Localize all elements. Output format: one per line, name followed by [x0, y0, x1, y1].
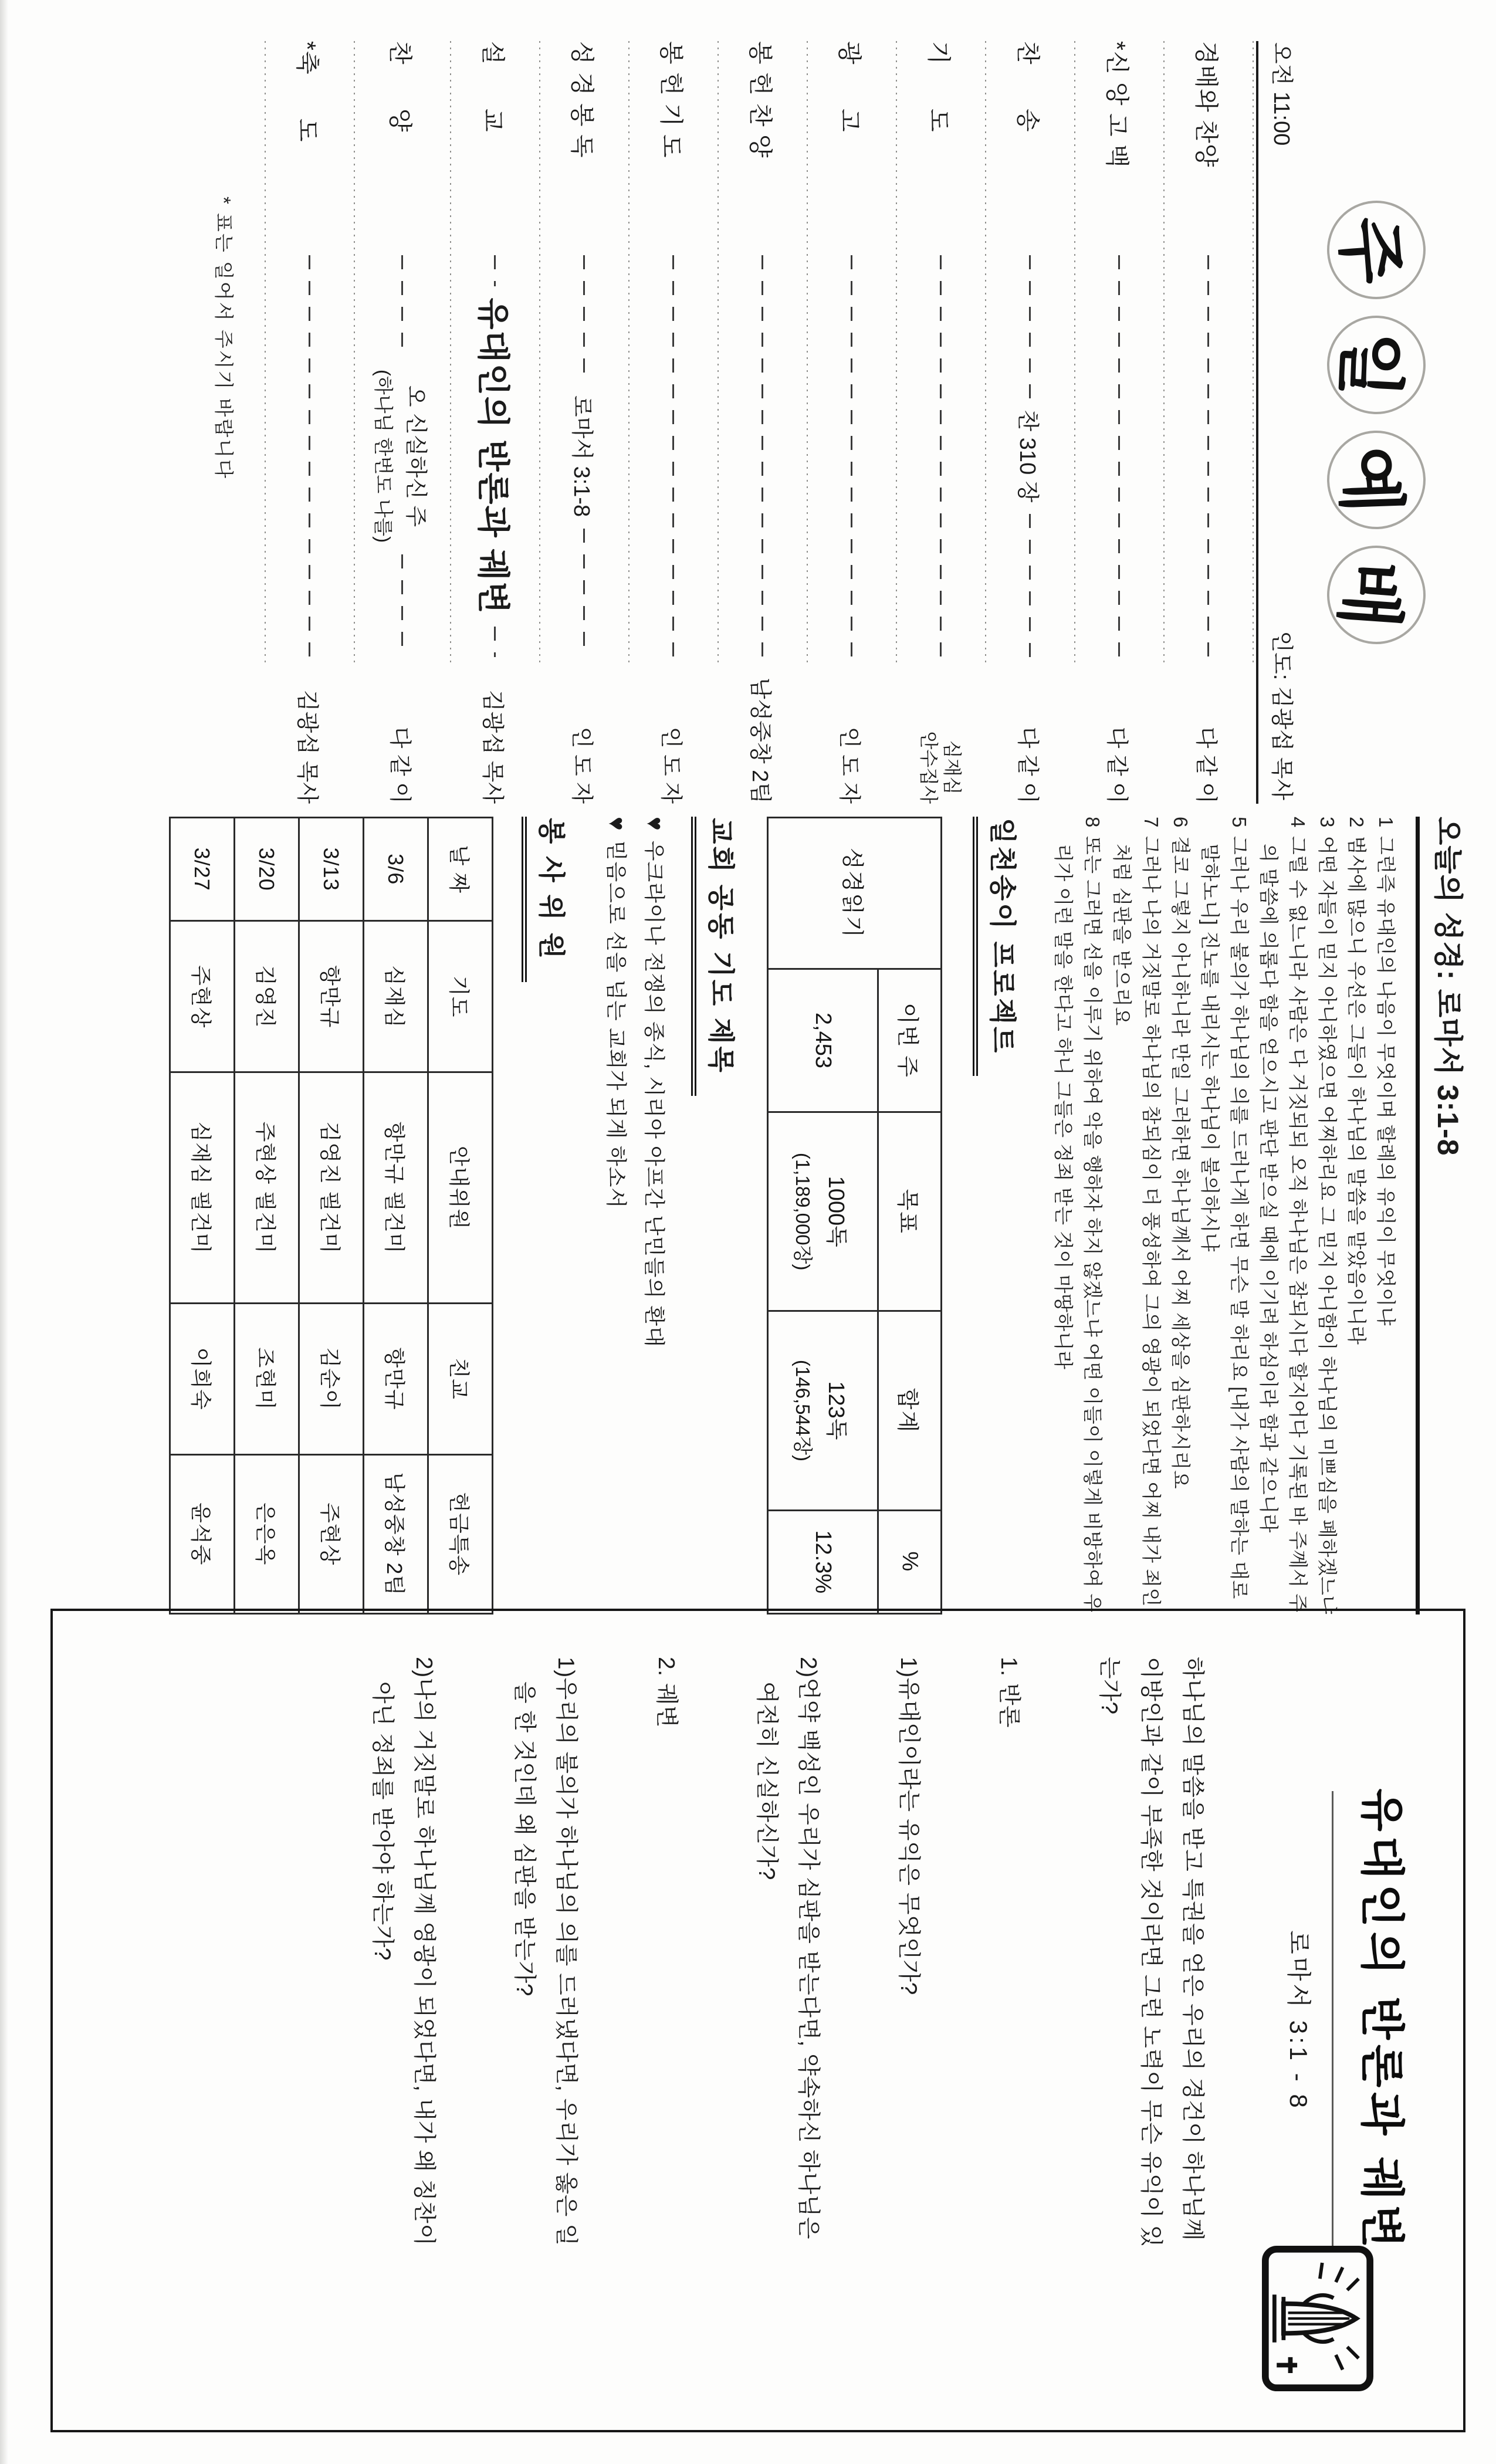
table-cell: 3/20	[235, 818, 299, 921]
dotted-separator	[985, 41, 986, 666]
song-title: 오 신실하신 주	[403, 385, 428, 527]
item-label: 찬 양	[387, 41, 414, 133]
verse	[1107, 817, 1166, 1615]
dotted-separator	[717, 41, 719, 666]
dotted-separator	[1163, 41, 1165, 666]
table-cell: 성경읽기	[768, 818, 942, 969]
table-cell	[768, 1311, 878, 1510]
verse-text: 그런즉 유대인의 나음이 무엇이며 할례의 유익이 무엇이냐	[1375, 835, 1397, 1326]
item-leader: 다 같 이	[1104, 726, 1129, 804]
prayer-heading: 교회 공동 기도 제목	[691, 817, 742, 1096]
item-label: 기 도	[925, 41, 953, 133]
verse-number: 6	[1170, 817, 1192, 828]
table-cell: 항만규	[299, 921, 364, 1072]
goal-main: 1000독	[824, 1176, 849, 1247]
service-time: 오전 11:00	[1269, 42, 1294, 146]
table-cell: 항만규 필건미	[364, 1072, 428, 1304]
item-leader: 다 같 이	[1193, 726, 1219, 804]
prayer-item	[597, 817, 635, 1615]
scan-edge-shadow	[0, 0, 8, 2464]
table-cell	[768, 1112, 878, 1311]
leader-dash	[851, 255, 853, 657]
table-cell: 윤석중	[170, 1454, 235, 1613]
table-cell: 3/27	[170, 818, 235, 921]
verse	[1312, 817, 1342, 1615]
worship-item-prayer	[913, 41, 969, 804]
item-detail	[371, 370, 434, 543]
leader-dash	[1030, 255, 1031, 398]
verse-text: 어떤 자들이 믿지 아니하였으면 어찌하리요 그 믿지 아니함이 하나님의 미쁘심을 폐하겠느냐	[1316, 835, 1338, 1615]
worship-item-offering-praise	[735, 41, 791, 804]
table-header-row	[878, 818, 942, 1614]
project-heading: 일천송이 프로젝트	[973, 817, 1024, 1076]
table-cell: 은은옥	[235, 1454, 299, 1613]
leader-dash	[762, 255, 764, 657]
praying-hands-icon	[1260, 2245, 1375, 2392]
dotted-separator	[354, 41, 355, 666]
verse-number: 1	[1375, 817, 1397, 828]
volunteers-heading: 봉 사 위 원	[522, 817, 573, 982]
verse-text: 범사에 많으니 우선은 그들이 하나님의 말씀을 맡았음이니라	[1346, 835, 1368, 1345]
item-leader: 다 같 이	[387, 726, 412, 804]
item-label: 봉 헌 찬 양	[747, 41, 774, 158]
verse-text: 그럴 수 없느니라 사람은 다 거짓되되 오직 하나님은 참되시다 할지어다 기록된 바 주께서 주의 말씀에 의롭다 함을 얻으시고 판단 받으실 때에 이기려 하심이라 함과 같으니라	[1258, 835, 1309, 1613]
dotted-separator	[628, 41, 629, 666]
worship-item-sermon	[467, 41, 523, 804]
table-cell: 2,453	[768, 969, 878, 1112]
table-cell: 3/13	[299, 818, 364, 921]
verse-text: 그러나 나의 거짓말로 하나님의 참되심이 더 풍성하여 그의 영광이 되었다면 어찌 내가 죄인처럼 심판을 받으리요	[1111, 835, 1162, 1607]
total-sub: (146,544장)	[792, 1359, 814, 1462]
total-main: 123독	[824, 1381, 849, 1440]
outline-question-cont: 을 한 것인데 왜 심판을 받는가?	[512, 1681, 537, 1996]
service-leader: 인도: 김광섭 목사	[1269, 631, 1294, 800]
verse-number: 2	[1346, 817, 1368, 828]
dotted-separator	[1253, 41, 1254, 666]
table-cell: 김영진 필건미	[299, 1072, 364, 1304]
sermon-scripture-ref: 로마서 3:1 - 8	[1285, 1930, 1312, 2111]
table-row	[235, 818, 299, 1614]
leader-dash	[1119, 255, 1121, 657]
title-divider	[1332, 1791, 1333, 2250]
leader-dash	[1030, 514, 1031, 657]
verse-list	[1048, 817, 1400, 1615]
leader-dash	[495, 627, 496, 658]
table-cell: 조현미	[235, 1303, 299, 1454]
item-label: 찬 송	[1014, 41, 1042, 133]
outline-question-cont: 아닌 정죄를 받아야 하는가?	[370, 1681, 395, 1961]
sermon-title-inline: 유대인의 반론과 궤변	[475, 297, 512, 615]
item-label: 봉 헌 기 도	[658, 41, 685, 158]
item-label: 경배와 찬양	[1193, 41, 1220, 168]
item-leader: 김광섭 목사	[480, 689, 505, 804]
circled-title-char: 예	[1325, 429, 1427, 531]
verse-number: 7	[1140, 817, 1162, 828]
dotted-separator	[807, 41, 808, 666]
table-cell: 김순이	[299, 1303, 364, 1454]
item-leader: 다 같 이	[1015, 726, 1040, 804]
verse	[1195, 817, 1254, 1615]
table-cell: 김영진	[235, 921, 299, 1072]
item-label: *축 도	[294, 41, 321, 143]
item-leader: 인 도 자	[837, 726, 862, 804]
prayer-item	[635, 817, 673, 1615]
outline-section-head: 2. 궤변	[654, 1657, 679, 1728]
table-cell: 항만규	[364, 1303, 428, 1454]
worship-item-anthem	[371, 41, 434, 804]
leader-dash	[402, 255, 404, 358]
item-leader: 남성중창 2팀	[747, 677, 773, 804]
sermon-title: 유대인의 반론과 궤변	[1356, 1788, 1406, 2253]
table-cell: 이희숙	[170, 1303, 235, 1454]
circled-title-char: 주	[1324, 197, 1429, 302]
worship-item-creed	[1091, 41, 1148, 804]
worship-item-praise	[1180, 41, 1237, 804]
table-cell: 심재심 필건미	[170, 1072, 235, 1304]
prayer-text: 믿음으로 선을 넘는 교회가 되게 하소서	[604, 840, 628, 1209]
dotted-separator	[539, 41, 540, 666]
leader-dash	[584, 529, 585, 657]
verse	[1048, 817, 1107, 1615]
item-leader: 인 도 자	[569, 726, 594, 804]
item-label: 설 교	[479, 41, 507, 133]
worship-item-announcements	[824, 41, 880, 804]
goal-sub: (1,189,000장)	[792, 1152, 814, 1271]
item-leader	[917, 669, 965, 804]
leader-dash	[495, 255, 496, 286]
outline-section-head: 1. 반론	[996, 1657, 1021, 1728]
verse	[1254, 817, 1312, 1615]
leader-role: 안수집사	[918, 731, 939, 804]
leader-dash	[1208, 255, 1210, 657]
table-row	[299, 818, 364, 1614]
verse	[1342, 817, 1371, 1615]
outline-question: 1)우리의 불의가 하나님의 의를 드러냈다면, 우리가 옳은 일	[553, 1657, 578, 2246]
verse-text: 결코 그렇지 아니하니라 만일 그러하면 하나님께서 어찌 세상을 심판하시리요	[1170, 835, 1192, 1490]
table-cell: 주현상	[299, 1454, 364, 1613]
volunteers-table	[169, 817, 493, 1615]
heart-icon: ♥	[604, 817, 629, 831]
verse-text: 또는 그러면 선을 이루기 위하여 악을 행하자 하지 않겠느냐 어떤 이들이 이렇게 비방하여 우리가 이런 말을 한다고 하니 그들은 정죄 받는 것이 마땅하니라	[1052, 835, 1104, 1613]
outline-line: 는가?	[1096, 1657, 1122, 1715]
heart-icon: ♥	[642, 817, 668, 831]
circled-title-char: 일	[1325, 313, 1429, 417]
table-cell: 남성중창 2팀	[364, 1454, 428, 1613]
worship-item-list	[265, 41, 1254, 804]
worship-order-panel	[211, 41, 1426, 804]
table-cell: 날 짜	[428, 818, 493, 921]
standing-footnote: * 표는 일어서 주시기 바랍니다	[213, 197, 235, 480]
verse	[1166, 817, 1195, 1615]
verse-number: 5	[1228, 817, 1250, 828]
sermon-outline	[361, 1657, 1213, 2395]
leader-name: 심재심	[942, 740, 963, 795]
leader-dash	[584, 255, 585, 384]
item-label: *신 앙 고 백	[1104, 41, 1131, 168]
prayer-text: 우크라이나 전쟁의 종식, 시리아 아프간 난민들의 환대	[642, 840, 666, 1348]
outline-question: 2)언약 백성인 우리가 심판을 받는다면, 약속하신 하나님은	[796, 1657, 821, 2240]
service-header	[1256, 41, 1300, 804]
table-cell: 심재심	[364, 921, 428, 1072]
leader-dash	[673, 255, 675, 657]
item-leader: 인 도 자	[658, 726, 683, 804]
item-leader: 김광섭 목사	[295, 689, 320, 804]
sermon-notes-panel	[50, 1609, 1465, 2432]
outline-question: 2)나의 거짓말로 하나님께 영광이 되었다면, 내가 왜 칭찬이	[411, 1657, 436, 2246]
worship-item-benediction	[282, 41, 338, 804]
item-detail: 찬 310 장	[1015, 409, 1040, 503]
dotted-separator	[265, 41, 266, 666]
leader-dash	[940, 255, 942, 657]
outline-line: 하나님의 말씀을 받고 특권을 얻은 우리의 경건이 하나님께	[1180, 1657, 1205, 2241]
scripture-heading: 오늘의 성경: 로마서 3:1-8	[1416, 817, 1471, 1615]
worship-item-offering-prayer	[645, 41, 702, 804]
table-cell: 목표	[878, 1112, 942, 1311]
scripture-panel	[169, 817, 1471, 1615]
circled-title-char: 배	[1324, 542, 1429, 647]
table-cell: %	[878, 1510, 942, 1613]
table-row	[364, 818, 428, 1614]
verse	[1371, 817, 1400, 1615]
leader-dash	[309, 255, 311, 657]
dotted-separator	[1074, 41, 1075, 666]
table-cell: 헌금특송	[428, 1454, 493, 1613]
item-detail: 로마서 3:1-8	[569, 395, 594, 517]
table-cell: 합계	[878, 1311, 942, 1510]
bulletin-title	[1327, 41, 1426, 804]
table-cell: 주현상	[170, 921, 235, 1072]
table-cell: 3/6	[364, 818, 428, 921]
table-row	[170, 818, 235, 1614]
dotted-separator	[896, 41, 897, 666]
outline-question: 1)유대인이라는 유익은 무엇인가?	[896, 1657, 921, 1995]
table-cell: 안내위원	[428, 1072, 493, 1304]
prayer-item-list	[597, 817, 673, 1615]
verse-number: 3	[1316, 817, 1338, 828]
table-cell: 12.3%	[768, 1510, 878, 1613]
table-cell: 친교	[428, 1303, 493, 1454]
song-subtitle: (하나님 한번도 나를)	[373, 369, 394, 543]
outline-line: 이방인과 같이 부족한 것이라면 그런 노력이 무슨 유익이 있	[1138, 1657, 1163, 2248]
verse-text: 그러나 우리 불의가 하나님의 의를 드러나게 하면 무슨 말 하리요 [내가 사람의 말하는 대로 말하노니] 진노를 내리시는 하나님이 불의하시냐	[1199, 835, 1250, 1599]
verse-number: 8	[1082, 817, 1104, 828]
leader-dash	[402, 554, 404, 657]
item-label: 성 경 봉 독	[568, 41, 596, 158]
table-cell: 기도	[428, 921, 493, 1072]
bible-reading-table	[767, 817, 942, 1615]
outline-question-cont: 여전히 신실하신가?	[754, 1681, 779, 1880]
worship-item-scripture-reading	[556, 41, 612, 804]
table-header-row	[428, 818, 493, 1614]
table-cell: 이번 주	[878, 969, 942, 1112]
worship-item-hymn	[1002, 41, 1058, 804]
verse-number: 4	[1287, 817, 1309, 828]
table-cell: 주현상 필건미	[235, 1072, 299, 1304]
dotted-separator	[450, 41, 451, 666]
item-label: 광 고	[836, 41, 864, 133]
